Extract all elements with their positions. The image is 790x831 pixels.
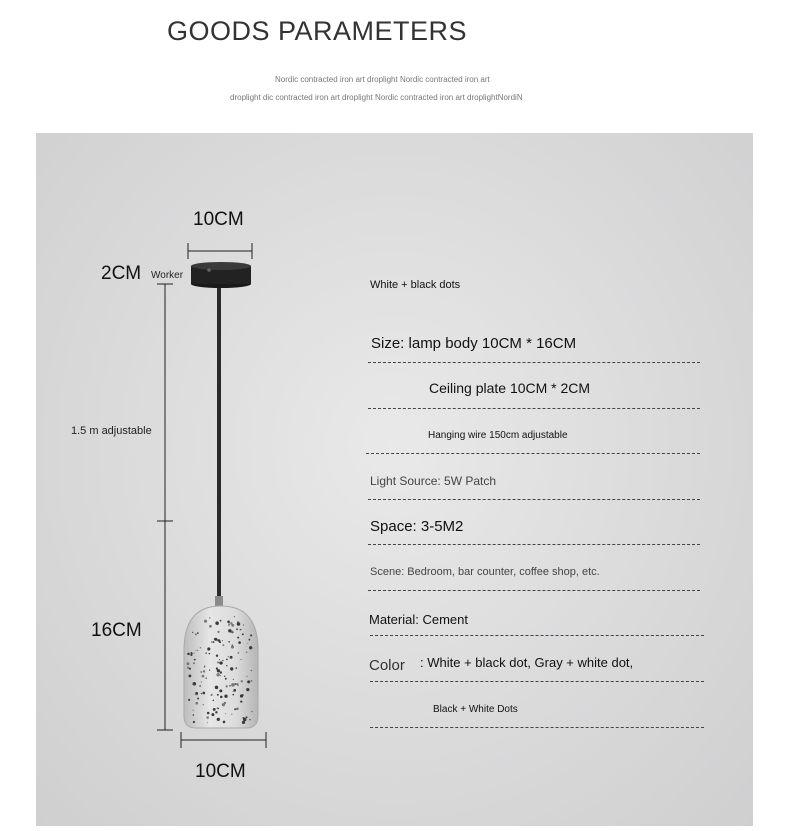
divider bbox=[368, 362, 700, 363]
body-width-label: 10CM bbox=[195, 761, 246, 782]
spec-material: Material: Cement bbox=[369, 612, 468, 627]
body-height-label: 16CM bbox=[91, 620, 142, 641]
spec-hanging-wire: Hanging wire 150cm adjustable bbox=[428, 430, 568, 441]
ceiling-plate bbox=[191, 262, 251, 288]
divider bbox=[370, 681, 704, 682]
spec-scene: Scene: Bedroom, bar counter, coffee shop, etc. bbox=[370, 566, 600, 578]
divider bbox=[368, 544, 700, 545]
lamp-body bbox=[184, 606, 258, 728]
divider bbox=[368, 499, 700, 500]
top-width-dimension bbox=[188, 243, 252, 259]
wire-connector bbox=[215, 596, 223, 606]
divider bbox=[368, 590, 700, 591]
subtitle-line-2: droplight dic contracted iron art droplight Nordic contracted iron art droplightNordiN bbox=[230, 93, 523, 102]
divider bbox=[368, 408, 700, 409]
height-dimension bbox=[157, 284, 173, 730]
subtitle-line-1: Nordic contracted iron art droplight Nordic contracted iron art bbox=[275, 75, 490, 84]
divider bbox=[370, 727, 704, 728]
spec-color-values-2: Black + White Dots bbox=[433, 704, 518, 715]
divider bbox=[366, 453, 700, 454]
spec-space: Space: 3-5M2 bbox=[370, 518, 464, 535]
top-width-label: 10CM bbox=[193, 209, 244, 230]
spec-color-values: : White + black dot, Gray + white dot, bbox=[420, 655, 634, 670]
spec-ceiling-plate: Ceiling plate 10CM * 2CM bbox=[429, 380, 591, 396]
divider bbox=[370, 635, 704, 636]
spec-color-label: Color bbox=[369, 657, 405, 674]
wire-length-label: 1.5 m adjustable bbox=[71, 425, 152, 437]
page-title: GOODS PARAMETERS bbox=[167, 16, 468, 46]
worker-label: Worker bbox=[151, 270, 184, 281]
bottom-width-dimension bbox=[181, 732, 266, 748]
spec-light-source: Light Source: 5W Patch bbox=[370, 474, 497, 488]
plate-height-label: 2CM bbox=[101, 263, 142, 284]
spec-size: Size: lamp body 10CM * 16CM bbox=[371, 335, 577, 352]
color-name: White + black dots bbox=[370, 279, 461, 291]
